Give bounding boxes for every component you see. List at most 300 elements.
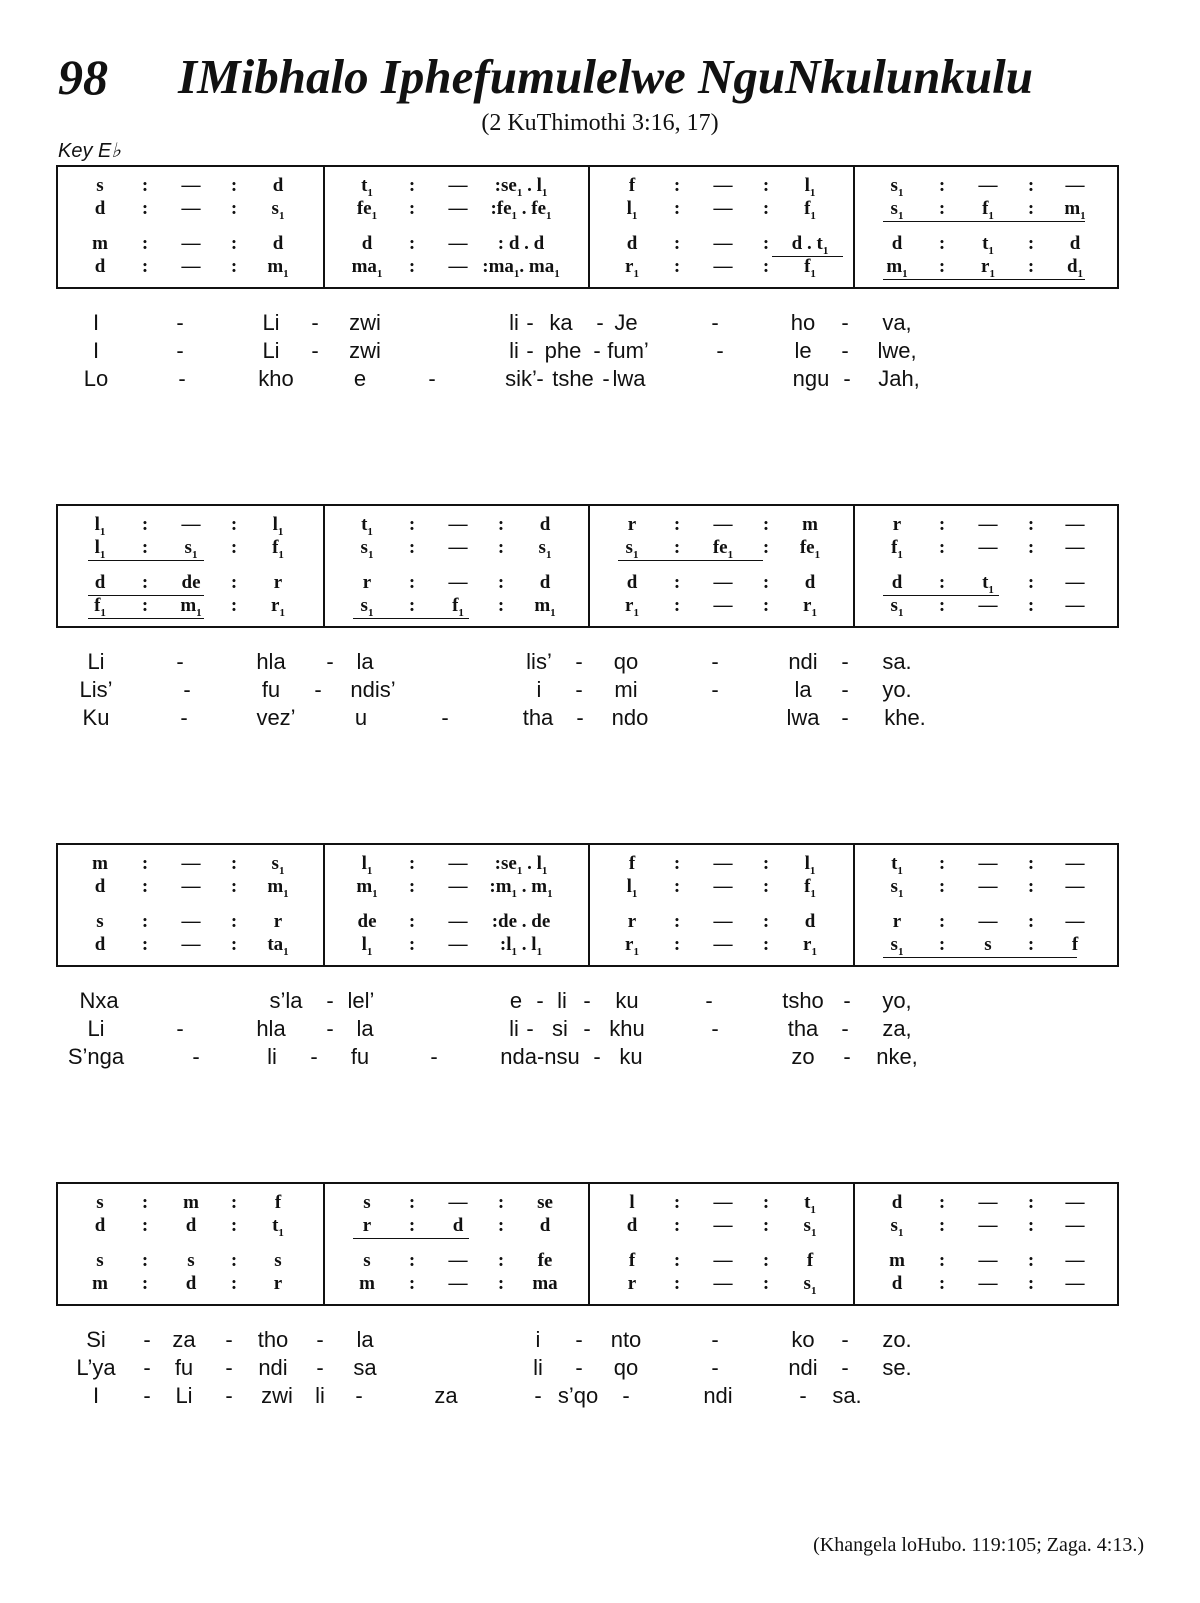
- measure-3-3: [588, 845, 856, 965]
- solfa-note: —: [978, 876, 998, 897]
- lyric-hyphen: -: [143, 1355, 151, 1380]
- hymn-title: IMibhalo Iphefumulelwe NguNkulunkulu: [178, 49, 1034, 104]
- solfa-note: :: [230, 853, 238, 874]
- lyric-hyphen: -: [711, 1016, 719, 1041]
- lyric-syllable: sik’: [505, 366, 537, 391]
- solfa-note: $r_1$: [625, 934, 639, 958]
- solfa-note: :: [673, 198, 681, 219]
- music-system-4: [56, 1182, 1119, 1306]
- solfa-note: d: [272, 233, 284, 254]
- lyric-syllable: Jah,: [878, 366, 920, 391]
- lyric-syllable: li: [509, 338, 519, 363]
- solfa-note: —: [448, 1273, 468, 1294]
- lyric-syllable: fu: [261, 677, 281, 702]
- lyric-hyphen: -: [841, 649, 849, 674]
- solfa-note: $f_1$: [982, 198, 994, 222]
- solfa-note: :: [141, 1273, 149, 1294]
- solfa-note: m: [183, 1192, 199, 1213]
- solfa-note: $:se_1$ . $l_1$: [494, 175, 548, 199]
- solfa-note: —: [181, 853, 201, 874]
- lyric-hyphen: -: [593, 1044, 601, 1069]
- lyric-syllable: I: [92, 338, 100, 363]
- lyric-hyphen: -: [711, 649, 719, 674]
- solfa-note: :: [408, 198, 416, 219]
- solfa-note: :: [938, 853, 946, 874]
- solfa-note: $s_1$: [803, 1215, 817, 1239]
- solfa-note: :: [938, 595, 946, 616]
- solfa-note: —: [448, 198, 468, 219]
- solfa-note: —: [713, 595, 733, 616]
- solfa-note: —: [713, 233, 733, 254]
- solfa-note: fe: [537, 1250, 553, 1271]
- music-system-2: [56, 504, 1119, 628]
- solfa-note: $s_1$: [890, 1215, 904, 1239]
- solfa-note: :: [408, 537, 416, 558]
- solfa-note: —: [448, 911, 468, 932]
- solfa-note: $s_1$: [271, 853, 285, 877]
- slur-underline: [353, 618, 469, 619]
- slur-underline: [618, 560, 763, 561]
- solfa-note: :: [938, 1192, 946, 1213]
- lyric-syllable: Li: [262, 338, 280, 363]
- solfa-note: r: [273, 911, 283, 932]
- lyric-hyphen: -: [841, 1355, 849, 1380]
- solfa-note: —: [1065, 1215, 1085, 1236]
- solfa-note: :: [497, 537, 505, 558]
- lyric-syllable: lwa: [786, 705, 820, 730]
- solfa-note: f: [628, 175, 636, 196]
- slur-underline: [772, 256, 843, 257]
- solfa-note: —: [1065, 514, 1085, 535]
- lyric-syllable: lis’: [526, 649, 552, 674]
- lyric-syllable: s’qo: [557, 1383, 599, 1408]
- solfa-note: :: [141, 1215, 149, 1236]
- lyric-syllable: tha: [787, 1016, 819, 1041]
- lyric-syllable: vez’: [256, 705, 296, 730]
- solfa-note: —: [713, 911, 733, 932]
- lyric-syllable: ndi: [258, 1355, 288, 1380]
- lyric-syllable: ho: [790, 310, 816, 335]
- solfa-note: :: [762, 1273, 770, 1294]
- solfa-note: :: [762, 1215, 770, 1236]
- solfa-note: d: [361, 233, 373, 254]
- lyric-syllable: zo.: [882, 1327, 912, 1352]
- lyric-hyphen: -: [575, 649, 583, 674]
- lyric-hyphen: -: [176, 649, 184, 674]
- lyric-syllable: zwi: [261, 1383, 293, 1408]
- solfa-note: $l_1$: [626, 876, 638, 900]
- solfa-note: $:fe_1$ . $fe_1$: [490, 198, 552, 222]
- lyric-hyphen: -: [596, 310, 604, 335]
- measure-4-1: [58, 1184, 324, 1304]
- lyric-hyphen: -: [711, 1327, 719, 1352]
- solfa-note: f: [274, 1192, 282, 1213]
- solfa-note: :: [408, 934, 416, 955]
- solfa-note: —: [181, 175, 201, 196]
- solfa-note: r: [273, 1273, 283, 1294]
- solfa-note: —: [978, 175, 998, 196]
- solfa-note: :: [141, 934, 149, 955]
- lyric-syllable: sa.: [832, 1383, 862, 1408]
- lyric-syllable: li: [557, 988, 567, 1013]
- solfa-note: $t_1$: [891, 853, 903, 877]
- solfa-note: —: [181, 514, 201, 535]
- lyric-syllable: qo: [613, 649, 639, 674]
- solfa-note: $ta_1$: [267, 934, 289, 958]
- solfa-note: $t_1$: [982, 572, 994, 596]
- solfa-note: $t_1$: [361, 175, 373, 199]
- measure-2-3: [588, 506, 856, 626]
- solfa-note: —: [448, 514, 468, 535]
- solfa-note: $s_1$: [625, 537, 639, 561]
- solfa-note: f: [628, 853, 636, 874]
- solfa-note: $:l_1$ . $l_1$: [499, 934, 543, 958]
- solfa-note: :: [673, 256, 681, 277]
- lyric-syllable: la: [356, 649, 374, 674]
- lyric-hyphen: -: [225, 1355, 233, 1380]
- solfa-note: :: [497, 595, 505, 616]
- solfa-note: :: [762, 175, 770, 196]
- solfa-note: $t_1$: [804, 1192, 816, 1216]
- solfa-note: —: [978, 1250, 998, 1271]
- solfa-note: $f_1$: [804, 256, 816, 280]
- lyric-syllable: Li: [262, 310, 280, 335]
- solfa-note: :: [408, 595, 416, 616]
- solfa-note: :: [673, 233, 681, 254]
- solfa-note: d: [626, 572, 638, 593]
- solfa-note: s: [96, 911, 104, 932]
- solfa-note: d: [891, 572, 903, 593]
- solfa-note: :: [938, 1215, 946, 1236]
- solfa-note: d: [539, 514, 551, 535]
- lyric-hyphen: -: [841, 338, 849, 363]
- solfa-note: —: [181, 198, 201, 219]
- solfa-note: :: [408, 1215, 416, 1236]
- solfa-note: $r_1$: [625, 256, 639, 280]
- solfa-note: —: [448, 233, 468, 254]
- lyric-hyphen: -: [355, 1383, 363, 1408]
- solfa-note: :: [230, 572, 238, 593]
- lyric-hyphen: -: [711, 1355, 719, 1380]
- solfa-note: :: [1027, 572, 1035, 593]
- lyric-syllable: li: [267, 1044, 277, 1069]
- solfa-note: :: [230, 514, 238, 535]
- solfa-note: —: [713, 1273, 733, 1294]
- solfa-note: :: [762, 853, 770, 874]
- lyric-syllable: L’ya: [76, 1355, 116, 1380]
- measure-3-4: [853, 845, 1121, 965]
- lyric-syllable: Li: [87, 1016, 105, 1041]
- slur-underline: [88, 560, 204, 561]
- solfa-note: :: [1027, 1250, 1035, 1271]
- solfa-note: :de . de: [491, 911, 551, 932]
- solfa-note: —: [448, 934, 468, 955]
- solfa-note: :: [497, 514, 505, 535]
- lyric-syllable: Ku: [82, 705, 110, 730]
- solfa-note: $r_1$: [981, 256, 995, 280]
- solfa-note: :: [141, 1250, 149, 1271]
- solfa-note: d: [94, 876, 106, 897]
- lyric-syllable: nke,: [876, 1044, 918, 1069]
- lyric-syllable: li: [509, 310, 519, 335]
- solfa-note: d: [94, 572, 106, 593]
- solfa-note: :: [230, 1273, 238, 1294]
- lyric-hyphen: -: [225, 1327, 233, 1352]
- lyric-hyphen: -: [316, 1327, 324, 1352]
- lyric-syllable: fu: [174, 1355, 194, 1380]
- solfa-note: —: [1065, 853, 1085, 874]
- solfa-note: r: [273, 572, 283, 593]
- solfa-note: $m_1$: [356, 876, 378, 900]
- lyric-syllable: Je: [614, 310, 638, 335]
- lyric-hyphen: -: [428, 366, 436, 391]
- solfa-note: —: [1065, 876, 1085, 897]
- lyric-hyphen: -: [178, 366, 186, 391]
- solfa-note: $r_1$: [625, 595, 639, 619]
- solfa-note: m: [92, 233, 108, 254]
- lyric-syllable: lwe,: [877, 338, 917, 363]
- solfa-note: :: [1027, 911, 1035, 932]
- solfa-note: :: [673, 1192, 681, 1213]
- solfa-note: :: [1027, 198, 1035, 219]
- solfa-note: l: [629, 1192, 635, 1213]
- lyric-hyphen: -: [711, 310, 719, 335]
- solfa-note: —: [1065, 1192, 1085, 1213]
- solfa-note: :: [762, 537, 770, 558]
- lyric-hyphen: -: [441, 705, 449, 730]
- lyric-hyphen: -: [534, 1383, 542, 1408]
- solfa-note: d: [94, 934, 106, 955]
- lyric-syllable: se.: [882, 1355, 912, 1380]
- solfa-note: —: [713, 514, 733, 535]
- solfa-note: :: [141, 595, 149, 616]
- lyric-hyphen: -: [583, 988, 591, 1013]
- solfa-note: —: [978, 1192, 998, 1213]
- solfa-note: de: [357, 911, 377, 932]
- lyric-syllable: e: [353, 366, 367, 391]
- lyric-syllable: fum’: [607, 338, 649, 363]
- lyric-syllable: s’la: [269, 988, 303, 1013]
- solfa-note: $f_1$: [272, 537, 284, 561]
- solfa-note: :: [673, 876, 681, 897]
- solfa-note: :: [141, 175, 149, 196]
- solfa-note: s: [274, 1250, 282, 1271]
- solfa-note: :: [762, 934, 770, 955]
- solfa-note: $f_1$: [94, 595, 106, 619]
- lyric-hyphen: -: [316, 1355, 324, 1380]
- lyric-hyphen: -: [225, 1383, 233, 1408]
- solfa-note: $s_1$: [360, 537, 374, 561]
- solfa-note: :: [1027, 1273, 1035, 1294]
- lyric-hyphen: -: [183, 677, 191, 702]
- lyric-hyphen: -: [843, 366, 851, 391]
- lyric-syllable: lel’: [347, 988, 375, 1013]
- solfa-note: :: [230, 233, 238, 254]
- solfa-note: —: [1065, 175, 1085, 196]
- lyric-hyphen: -: [314, 677, 322, 702]
- solfa-note: :: [673, 175, 681, 196]
- lyric-hyphen: -: [602, 366, 610, 391]
- lyric-hyphen: -: [593, 338, 601, 363]
- solfa-note: :: [230, 934, 238, 955]
- solfa-note: s: [96, 1192, 104, 1213]
- lyric-syllable: zo: [791, 1044, 815, 1069]
- solfa-note: :: [1027, 256, 1035, 277]
- slur-underline: [88, 595, 204, 596]
- solfa-note: :: [230, 1250, 238, 1271]
- lyric-hyphen: -: [575, 1355, 583, 1380]
- solfa-note: :: [1027, 1215, 1035, 1236]
- solfa-note: $l_1$: [626, 198, 638, 222]
- solfa-note: d: [539, 572, 551, 593]
- lyric-syllable: tha: [522, 705, 554, 730]
- lyric-syllable: ku: [619, 1044, 643, 1069]
- solfa-note: :: [497, 1192, 505, 1213]
- lyric-syllable: ko: [791, 1327, 815, 1352]
- solfa-note: :: [230, 256, 238, 277]
- solfa-note: :: [762, 572, 770, 593]
- solfa-note: $f_1$: [891, 537, 903, 561]
- lyric-syllable: I: [92, 310, 100, 335]
- lyric-syllable: fu: [350, 1044, 370, 1069]
- lyric-syllable: ka: [549, 310, 573, 335]
- lyric-hyphen: -: [843, 988, 851, 1013]
- lyric-hyphen: -: [311, 310, 319, 335]
- lyric-syllable: phe: [544, 338, 582, 363]
- lyric-syllable: hla: [256, 649, 286, 674]
- solfa-note: :: [673, 595, 681, 616]
- solfa-note: —: [713, 256, 733, 277]
- lyric-syllable: Li: [175, 1383, 193, 1408]
- lyric-syllable: ndi: [788, 649, 818, 674]
- solfa-note: :: [408, 256, 416, 277]
- solfa-note: d: [891, 1273, 903, 1294]
- solfa-note: :: [230, 911, 238, 932]
- lyric-hyphen: -: [526, 310, 534, 335]
- solfa-note: :: [938, 198, 946, 219]
- solfa-note: —: [713, 876, 733, 897]
- solfa-note: —: [978, 911, 998, 932]
- solfa-note: —: [448, 1250, 468, 1271]
- solfa-note: d: [804, 572, 816, 593]
- solfa-note: d: [1069, 233, 1081, 254]
- solfa-note: :: [1027, 876, 1035, 897]
- lyric-syllable: u: [354, 705, 368, 730]
- solfa-note: $m_1$: [267, 256, 289, 280]
- solfa-note: —: [713, 853, 733, 874]
- solfa-note: —: [1065, 537, 1085, 558]
- solfa-note: :: [408, 1250, 416, 1271]
- lyric-syllable: zwi: [349, 310, 381, 335]
- music-system-1: [56, 165, 1119, 289]
- solfa-note: d: [94, 198, 106, 219]
- solfa-note: :: [141, 233, 149, 254]
- lyric-hyphen: -: [326, 988, 334, 1013]
- solfa-note: :: [938, 1250, 946, 1271]
- solfa-note: m: [802, 514, 818, 535]
- lyric-syllable: Lis’: [79, 677, 113, 702]
- lyric-hyphen: -: [576, 705, 584, 730]
- solfa-note: :: [141, 1192, 149, 1213]
- solfa-note: $l_1$: [361, 934, 373, 958]
- solfa-note: :: [408, 853, 416, 874]
- lyric-syllable: Nxa: [79, 988, 119, 1013]
- solfa-note: —: [448, 572, 468, 593]
- solfa-note: :: [408, 175, 416, 196]
- solfa-note: —: [448, 1192, 468, 1213]
- lyric-syllable: sa: [353, 1355, 377, 1380]
- solfa-note: —: [978, 1215, 998, 1236]
- solfa-note: $s_1$: [271, 198, 285, 222]
- solfa-note: :: [673, 572, 681, 593]
- lyric-hyphen: -: [180, 705, 188, 730]
- solfa-note: $r_1$: [803, 934, 817, 958]
- solfa-note: $fe_1$: [356, 198, 378, 222]
- solfa-note: :: [762, 198, 770, 219]
- measure-4-2: [323, 1184, 591, 1304]
- solfa-note: :: [938, 256, 946, 277]
- lyric-hyphen: -: [841, 705, 849, 730]
- lyric-syllable: la: [794, 677, 812, 702]
- lyric-syllable: khu: [609, 1016, 645, 1041]
- solfa-note: :: [141, 572, 149, 593]
- solfa-note: $f_1$: [804, 198, 816, 222]
- lyric-syllable: mi: [614, 677, 638, 702]
- solfa-note: —: [448, 256, 468, 277]
- solfa-note: d: [891, 1192, 903, 1213]
- measure-1-1: [58, 167, 324, 287]
- solfa-note: $fe_1$: [799, 537, 821, 561]
- solfa-note: :: [230, 175, 238, 196]
- solfa-note: $s_1$: [890, 198, 904, 222]
- solfa-note: d: [94, 256, 106, 277]
- solfa-note: $f_1$: [804, 876, 816, 900]
- lyric-hyphen: -: [326, 1016, 334, 1041]
- solfa-note: $l_1$: [361, 853, 373, 877]
- solfa-note: :: [230, 198, 238, 219]
- solfa-note: $s_1$: [890, 175, 904, 199]
- solfa-note: f: [628, 1250, 636, 1271]
- solfa-note: :: [141, 876, 149, 897]
- solfa-note: $s_1$: [890, 934, 904, 958]
- solfa-note: $f_1$: [452, 595, 464, 619]
- lyric-hyphen: -: [526, 338, 534, 363]
- solfa-note: :: [673, 853, 681, 874]
- lyric-syllable: nto: [610, 1327, 642, 1352]
- lyric-hyphen: -: [192, 1044, 200, 1069]
- solfa-note: :: [762, 514, 770, 535]
- solfa-note: s: [187, 1250, 195, 1271]
- solfa-note: r: [892, 514, 902, 535]
- solfa-note: —: [448, 853, 468, 874]
- solfa-note: $s_1$: [890, 595, 904, 619]
- solfa-note: :: [408, 1273, 416, 1294]
- solfa-note: :: [673, 1215, 681, 1236]
- slur-underline: [88, 618, 204, 619]
- lyric-hyphen: -: [143, 1327, 151, 1352]
- solfa-note: :: [408, 911, 416, 932]
- solfa-note: :: [141, 853, 149, 874]
- solfa-note: m: [359, 1273, 375, 1294]
- solfa-note: —: [1065, 595, 1085, 616]
- lyric-hyphen: -: [711, 677, 719, 702]
- solfa-note: :: [938, 514, 946, 535]
- lyric-hyphen: -: [311, 338, 319, 363]
- solfa-note: r: [627, 1273, 637, 1294]
- solfa-note: :: [673, 934, 681, 955]
- solfa-note: —: [978, 1273, 998, 1294]
- solfa-note: $fe_1$: [712, 537, 734, 561]
